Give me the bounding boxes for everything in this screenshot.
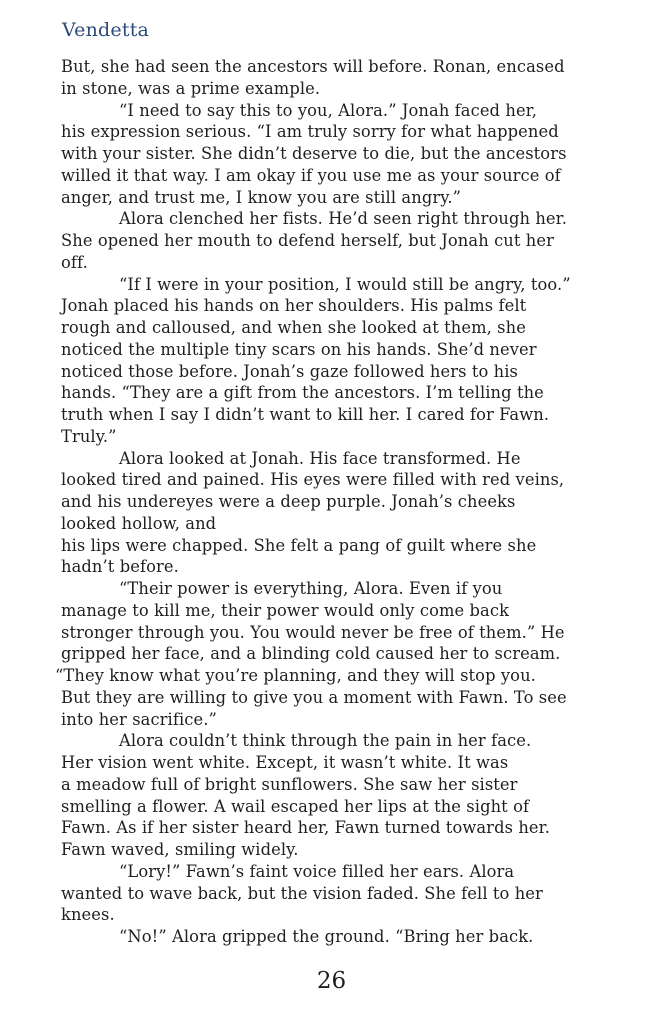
text-line: with your sister. She didn’t deserve to die, but the ancestors (61, 144, 567, 163)
text-line: “If I were in your position, I would still be angry, too.” (119, 274, 571, 294)
text-line: “I need to say this to you, Alora.” Jonah faced her, (119, 100, 538, 120)
text-line: Jonah placed his hands on her shoulders. His palms felt (61, 296, 527, 316)
text-line: “Their power is everything, Alora. Even if you (119, 579, 503, 598)
running-head: Vendetta (62, 19, 150, 41)
text-line: a meadow full of bright sunflowers. She saw her sister (61, 774, 518, 794)
text-line: rough and calloused, and when she looked at them, she (61, 318, 526, 337)
text-line: But, she had seen the ancestors will before. Ronan, encased (61, 57, 565, 76)
text-line: off. (61, 252, 88, 272)
text-line: willed it that way. I am okay if you use me as your source of (61, 165, 561, 185)
text-line: hands. “They are a gift from the ancestors. I’m telling the (61, 383, 544, 403)
text-line: stronger through you. You would never be free of them.” He (61, 622, 565, 642)
text-line: She opened her mouth to defend herself, but Jonah cut her (61, 231, 554, 250)
text-line: anger, and trust me, I know you are still angry.” (61, 187, 462, 207)
text-line: truth when I say I didn’t want to kill her. I cared for Fawn. (61, 405, 550, 424)
text-line: “No!” Alora gripped the ground. “Bring her back. (119, 927, 534, 946)
text-line: gripped her face, and a blinding cold caused her to scream. (61, 644, 561, 664)
text-line: Alora clenched her fists. He’d seen right through her. (119, 209, 568, 229)
text-line: in stone, was a prime example. (61, 78, 321, 98)
text-line: his expression serious. “I am truly sorry for what happened (61, 122, 559, 142)
body-text (55, 56, 606, 948)
text-line: “They know what you’re planning, and they will stop you. (55, 666, 536, 685)
text-line: looked tired and pained. His eyes were filled with red veins, (61, 470, 565, 490)
text-line: Fawn waved, smiling widely. (61, 840, 299, 859)
text-line: his lips were chapped. She felt a pang of guilt where she (61, 535, 537, 555)
text-line: hadn’t before. (61, 557, 179, 577)
text-line: into her sacrifice.” (61, 709, 217, 729)
text-line: knees. (61, 905, 115, 925)
text-line: Alora couldn’t think through the pain in her face. (119, 731, 532, 751)
text-line: “Lory!” Fawn’s faint voice filled her ears. Alora (119, 861, 515, 881)
text-line: and his undereyes were a deep purple. Jonah’s cheeks (61, 492, 516, 511)
text-line: noticed those before. Jonah’s gaze followed hers to his (61, 361, 518, 381)
text-line: looked hollow, and (61, 513, 217, 533)
text-line: Her vision went white. Except, it wasn’t white. It was (61, 753, 509, 772)
text-line: manage to kill me, their power would only come back (61, 600, 510, 620)
text-line: smelling a flower. A wail escaped her lips at the sight of (61, 796, 530, 816)
text-line: wanted to wave back, but the vision faded. She fell to her (61, 883, 543, 903)
text-line: Truly.” (61, 426, 117, 446)
text-line: But they are willing to give you a moment with Fawn. To see (61, 687, 567, 707)
text-line: Fawn. As if her sister heard her, Fawn turned towards her. (61, 818, 551, 838)
text-line: Alora looked at Jonah. His face transformed. He (119, 448, 521, 468)
page-number: 26 (316, 968, 347, 994)
text-line: noticed the multiple tiny scars on his hands. She’d never (61, 339, 537, 359)
